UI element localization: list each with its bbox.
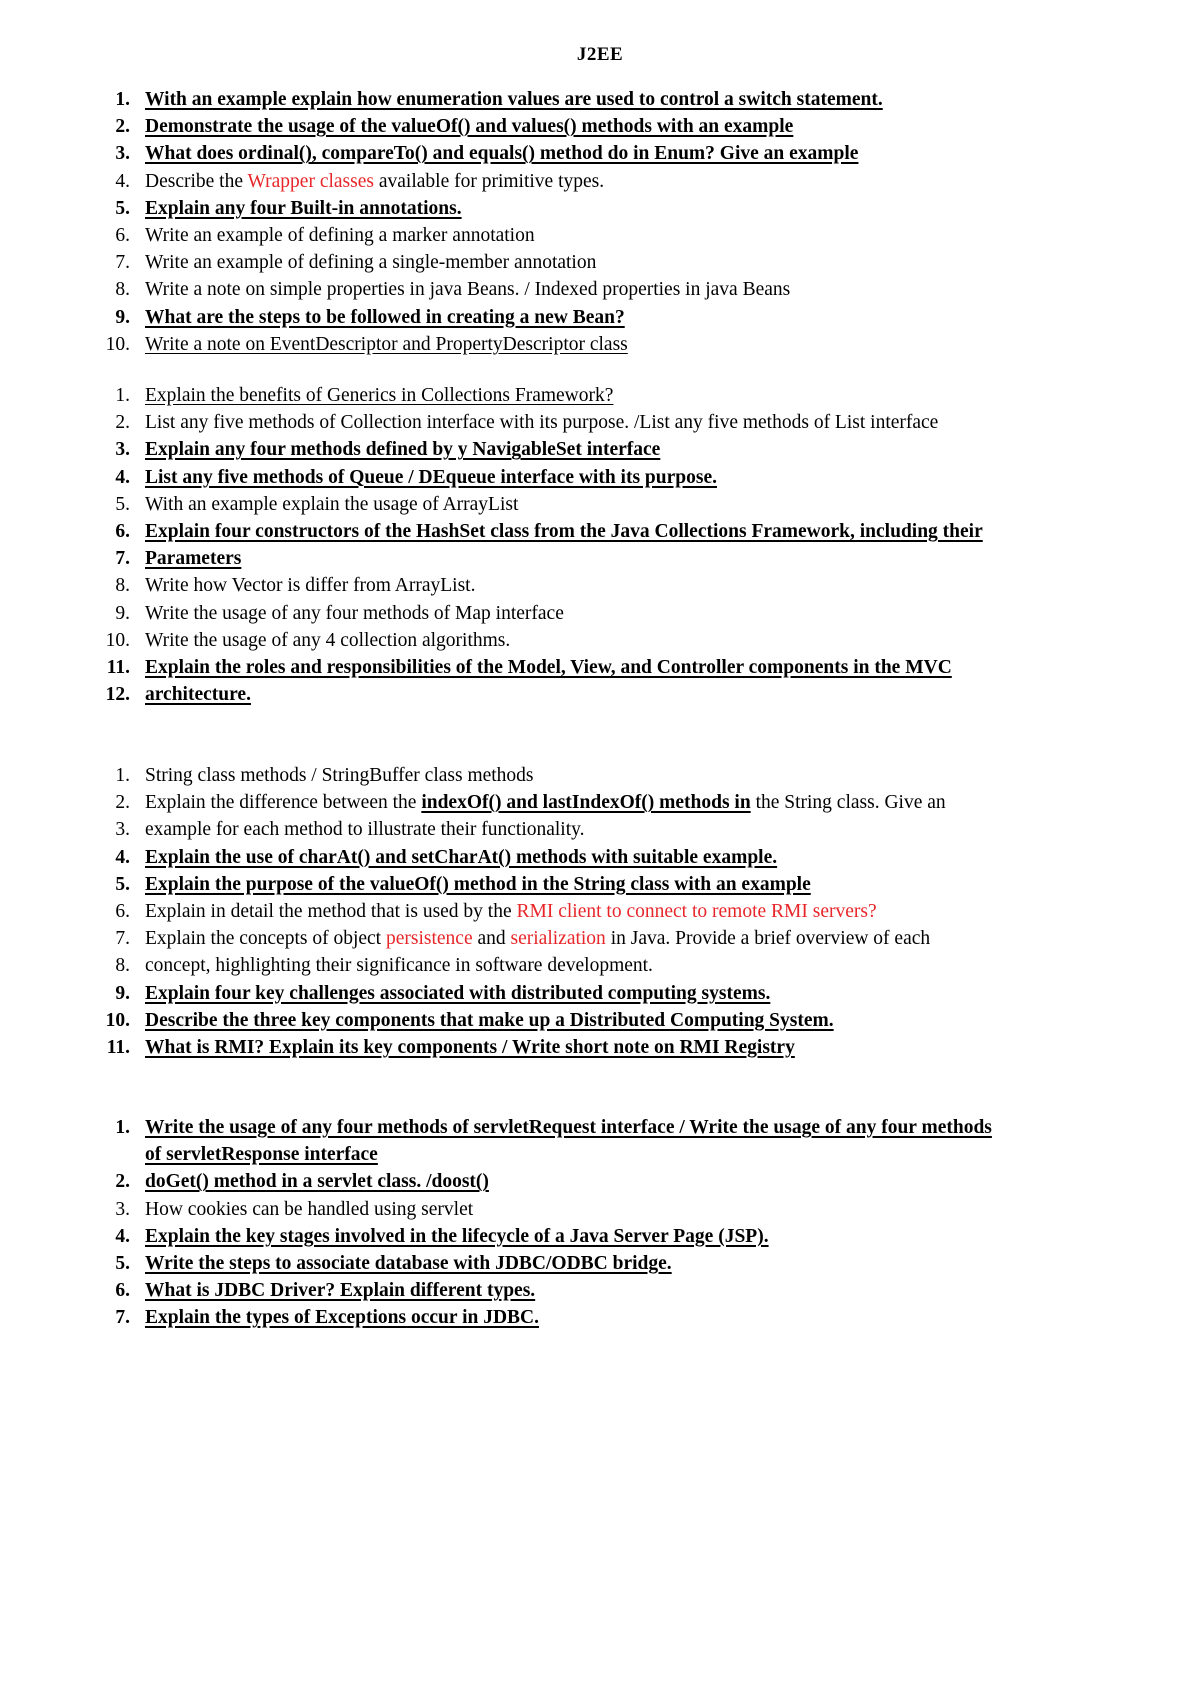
question-item bbox=[0, 789, 1200, 817]
question-item bbox=[0, 627, 1200, 655]
question-number: 6. bbox=[115, 901, 130, 922]
question-item bbox=[0, 168, 1200, 196]
question-text-segment: Write an example of defining a single-member annotation bbox=[145, 252, 597, 274]
question-number: 3. bbox=[115, 143, 130, 165]
question-item bbox=[0, 1114, 1200, 1142]
question-number: 2. bbox=[115, 792, 130, 814]
question-text-segment: Write a note on simple properties in java Beans. / Indexed properties in java Beans bbox=[145, 279, 791, 301]
question-text-segment: What is JDBC Driver? Explain different types. bbox=[145, 1280, 536, 1302]
question-text bbox=[145, 86, 883, 114]
question-text-segment: Explain four constructors of the HashSet class from the Java Collections Framework, including their bbox=[145, 521, 983, 542]
question-item bbox=[0, 409, 1200, 437]
question-text-segment: Write the usage of any four methods of servletRequest interface / Write the usage of any four methods bbox=[145, 1117, 992, 1138]
question-number: 1. bbox=[115, 385, 130, 406]
question-item bbox=[0, 86, 1200, 114]
question-text bbox=[145, 1141, 378, 1169]
question-item bbox=[0, 871, 1200, 899]
question-number: 9. bbox=[115, 982, 130, 1004]
question-item bbox=[0, 1168, 1200, 1196]
question-number: 4. bbox=[115, 170, 130, 192]
question-number: 8. bbox=[115, 575, 130, 597]
question-item bbox=[0, 113, 1200, 141]
question-text bbox=[145, 140, 858, 168]
question-text-segment: Explain any four Built-in annotations. bbox=[145, 197, 462, 219]
question-text-segment: What are the steps to be followed in creating a new Bean? bbox=[145, 306, 625, 328]
question-text bbox=[145, 898, 877, 926]
question-text bbox=[145, 409, 938, 437]
question-text-segment: the String class. Give an bbox=[750, 792, 946, 814]
question-text-segment: What is RMI? Explain its key components / Write short note on RMI Registry bbox=[145, 1037, 795, 1058]
question-number: 5. bbox=[115, 873, 130, 895]
question-item bbox=[0, 1277, 1200, 1305]
question-text-segment: serialization bbox=[510, 928, 606, 950]
question-item bbox=[0, 518, 1200, 546]
question-text-segment: Write the steps to associate database with JDBC/ODBC bridge. bbox=[145, 1253, 672, 1274]
question-text bbox=[145, 382, 613, 410]
question-text-segment: Write the usage of any four methods of Map interface bbox=[145, 602, 564, 624]
question-text bbox=[145, 168, 604, 196]
question-number: 10. bbox=[105, 629, 130, 651]
question-text bbox=[145, 600, 564, 628]
question-text bbox=[145, 249, 596, 277]
question-number: 11. bbox=[106, 657, 130, 678]
question-text bbox=[145, 1277, 535, 1305]
question-text bbox=[145, 1223, 769, 1251]
question-number: 1. bbox=[115, 1117, 130, 1138]
question-text-segment: With an example explain how enumeration values are used to control a switch statement. bbox=[145, 89, 883, 110]
question-number: 5. bbox=[115, 197, 130, 219]
question-item bbox=[0, 1007, 1200, 1035]
question-text bbox=[145, 816, 585, 844]
question-text-segment: concept, highlighting their significance in software development. bbox=[145, 955, 653, 977]
question-text bbox=[145, 871, 811, 899]
question-text bbox=[145, 195, 462, 223]
question-number: 4. bbox=[115, 1225, 130, 1247]
question-number: 7. bbox=[115, 252, 130, 274]
question-text bbox=[145, 304, 625, 332]
question-item bbox=[0, 572, 1200, 600]
question-text-segment: Explain the use of charAt() and setCharAt() methods with suitable example. bbox=[145, 846, 778, 868]
question-text bbox=[145, 491, 518, 519]
question-text bbox=[145, 464, 717, 492]
question-text bbox=[145, 844, 777, 872]
question-number: 9. bbox=[115, 306, 130, 328]
question-item bbox=[0, 925, 1200, 953]
question-item bbox=[0, 681, 1200, 709]
question-item bbox=[0, 816, 1200, 844]
question-item bbox=[0, 249, 1200, 277]
question-text-segment: Explain the purpose of the valueOf() method in the String class with an example bbox=[145, 873, 811, 895]
question-text-segment: Write an example of defining a marker annotation bbox=[145, 225, 535, 246]
question-text-segment: available for primitive types. bbox=[373, 170, 605, 192]
question-number: 3. bbox=[115, 819, 130, 841]
question-text bbox=[145, 331, 628, 359]
question-number: 8. bbox=[115, 279, 130, 301]
question-item bbox=[0, 1304, 1200, 1332]
question-text bbox=[145, 654, 952, 682]
question-text-segment: Write how Vector is differ from ArrayList. bbox=[145, 575, 476, 597]
question-item bbox=[0, 464, 1200, 492]
question-text bbox=[145, 113, 793, 141]
question-item bbox=[0, 436, 1200, 464]
question-text-segment: Explain the roles and responsibilities of the Model, View, and Controller components in the MVC bbox=[145, 657, 952, 678]
question-number: 4. bbox=[115, 466, 130, 488]
question-number: 3. bbox=[115, 1198, 130, 1220]
question-text-segment: Write the usage of any 4 collection algorithms. bbox=[145, 629, 511, 651]
question-text-segment: List any five methods of Collection interface with its purpose. /List any five methods of List interface bbox=[145, 412, 939, 434]
question-item bbox=[0, 276, 1200, 304]
page-title: J2EE bbox=[576, 44, 624, 65]
question-item bbox=[0, 304, 1200, 332]
question-item bbox=[0, 140, 1200, 168]
question-text-segment: architecture. bbox=[145, 684, 251, 706]
question-item bbox=[0, 898, 1200, 926]
question-text-segment: String class methods / StringBuffer class methods bbox=[145, 765, 534, 786]
question-text-segment: example for each method to illustrate their functionality. bbox=[145, 819, 585, 841]
question-text bbox=[145, 925, 930, 953]
question-item bbox=[0, 1196, 1200, 1224]
question-text-segment: Wrapper classes bbox=[247, 170, 374, 192]
question-text-segment: List any five methods of Queue / DEqueue interface with its purpose. bbox=[145, 466, 717, 488]
question-number: 9. bbox=[115, 602, 130, 624]
question-text bbox=[145, 1168, 489, 1196]
question-text bbox=[145, 518, 983, 546]
question-item bbox=[0, 382, 1200, 410]
question-number: 5. bbox=[115, 493, 130, 515]
question-number: 2. bbox=[115, 412, 130, 434]
question-number: 1. bbox=[115, 89, 130, 110]
question-text bbox=[145, 222, 535, 250]
question-text-segment: Demonstrate the usage of the valueOf() and values() methods with an example bbox=[145, 116, 794, 138]
question-text bbox=[145, 436, 660, 464]
question-number: 4. bbox=[115, 846, 130, 868]
question-text bbox=[145, 572, 475, 600]
question-text bbox=[145, 276, 790, 304]
question-number: 3. bbox=[115, 439, 130, 461]
question-text-segment: With an example explain the usage of ArrayList bbox=[145, 493, 519, 515]
question-text-segment: Explain the types of Exceptions occur in JDBC. bbox=[145, 1307, 539, 1329]
question-text-segment: How cookies can be handled using servlet bbox=[145, 1198, 474, 1220]
question-text bbox=[145, 762, 534, 790]
question-text-segment: and bbox=[472, 928, 511, 950]
question-number: 10. bbox=[105, 333, 130, 355]
question-item bbox=[0, 600, 1200, 628]
question-number: 7. bbox=[115, 1307, 130, 1329]
question-item bbox=[0, 952, 1200, 980]
question-text bbox=[145, 627, 510, 655]
question-text-segment: Explain in detail the method that is used by the bbox=[145, 901, 517, 922]
question-number: 7. bbox=[115, 928, 130, 950]
question-item bbox=[0, 195, 1200, 223]
question-text-segment: Explain the difference between the bbox=[145, 792, 422, 814]
question-text bbox=[145, 545, 241, 573]
question-number: 2. bbox=[115, 116, 130, 138]
question-text bbox=[145, 1250, 672, 1278]
question-text bbox=[145, 1196, 473, 1224]
question-text-segment: indexOf() and lastIndexOf() methods in bbox=[421, 792, 751, 814]
question-text bbox=[145, 1114, 992, 1142]
question-number: 6. bbox=[115, 225, 130, 246]
question-number: 11. bbox=[106, 1037, 130, 1058]
question-text-segment: RMI client to connect to remote RMI servers? bbox=[516, 901, 877, 922]
question-item bbox=[0, 654, 1200, 682]
question-text bbox=[145, 789, 946, 817]
question-number: 8. bbox=[115, 955, 130, 977]
question-item bbox=[0, 1223, 1200, 1251]
question-text-segment: What does ordinal(), compareTo() and equals() method do in Enum? Give an example bbox=[145, 143, 859, 165]
question-item bbox=[0, 222, 1200, 250]
question-number: 6. bbox=[115, 521, 130, 542]
question-text-segment: Write a note on EventDescriptor and PropertyDescriptor class bbox=[145, 333, 628, 355]
question-item bbox=[0, 980, 1200, 1008]
question-text-segment: Describe the bbox=[145, 170, 248, 192]
question-text bbox=[145, 1007, 834, 1035]
question-text-segment: in Java. Provide a brief overview of each bbox=[605, 928, 931, 950]
question-item bbox=[0, 844, 1200, 872]
question-number: 2. bbox=[115, 1171, 130, 1193]
question-number: 5. bbox=[115, 1253, 130, 1274]
question-item bbox=[0, 545, 1200, 573]
question-item bbox=[0, 491, 1200, 519]
question-text-segment: Parameters bbox=[145, 548, 242, 570]
question-text-segment: Describe the three key components that make up a Distributed Computing System. bbox=[145, 1009, 834, 1031]
question-text-segment: doGet() method in a servlet class. /doost() bbox=[145, 1171, 489, 1193]
question-item bbox=[0, 762, 1200, 790]
question-number: 12. bbox=[105, 684, 130, 706]
question-text bbox=[145, 980, 770, 1008]
question-text bbox=[145, 681, 251, 709]
question-text bbox=[145, 1304, 539, 1332]
question-number: 1. bbox=[115, 765, 130, 786]
question-number: 7. bbox=[115, 548, 130, 570]
question-text-segment: Explain any four methods defined by y NavigableSet interface bbox=[145, 439, 661, 461]
question-number: 10. bbox=[105, 1009, 130, 1031]
question-text-segment: Explain the benefits of Generics in Collections Framework? bbox=[145, 385, 614, 406]
question-text bbox=[145, 1034, 795, 1062]
question-text bbox=[145, 952, 653, 980]
question-text-segment: of servletResponse interface bbox=[145, 1144, 378, 1166]
question-item bbox=[0, 1034, 1200, 1062]
question-text-segment: persistence bbox=[385, 928, 473, 950]
question-item bbox=[0, 1141, 1200, 1169]
question-text-segment: Explain the concepts of object bbox=[145, 928, 386, 950]
question-text-segment: Explain the key stages involved in the lifecycle of a Java Server Page (JSP). bbox=[145, 1225, 769, 1247]
question-item bbox=[0, 1250, 1200, 1278]
question-number: 6. bbox=[115, 1280, 130, 1302]
question-item bbox=[0, 331, 1200, 359]
question-text-segment: Explain four key challenges associated with distributed computing systems. bbox=[145, 982, 771, 1004]
